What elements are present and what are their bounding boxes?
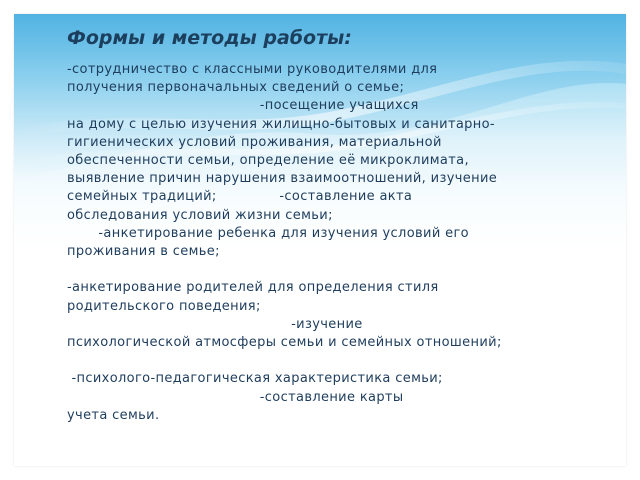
body-line: -посещение учащихся	[67, 98, 419, 114]
body-line: обеспеченности семьи, определение её микроклимата,	[67, 153, 469, 169]
body-line: родительского поведения;	[67, 298, 261, 314]
body-line: гигиенических условий проживания, материальной	[67, 134, 442, 150]
slide-title: Формы и методы работы:	[67, 27, 352, 49]
slide-body	[67, 61, 587, 425]
body-line: семейных традиций; -составление акта	[67, 189, 413, 205]
blank-line	[67, 352, 587, 370]
body-line: проживания в семье;	[67, 244, 220, 260]
blank-line	[67, 261, 587, 279]
body-line: -составление карты	[67, 389, 404, 405]
body-line: психологической атмосферы семьи и семейных отношений;	[67, 335, 502, 351]
body-line: на дому с целью изучения жилищно-бытовых и санитарно-	[67, 116, 495, 132]
body-line: -сотрудничество с классными руководителями для	[67, 62, 438, 77]
body-line: -психолого-педагогическая характеристика семьи;	[67, 371, 443, 387]
body-line: выявление причин нарушения взаимоотношений, изучение	[67, 171, 498, 187]
body-line: -изучение	[67, 316, 363, 332]
body-line: -анкетирование родителей для определения стиля	[67, 280, 439, 296]
body-line: обследования условий жизни семьи;	[67, 207, 333, 223]
body-line: учета семьи.	[67, 407, 160, 423]
body-line: -анкетирование ребенка для изучения условий его	[67, 225, 469, 241]
slide	[14, 14, 626, 466]
body-line: получения первоначальных сведений о семье;	[67, 80, 405, 96]
